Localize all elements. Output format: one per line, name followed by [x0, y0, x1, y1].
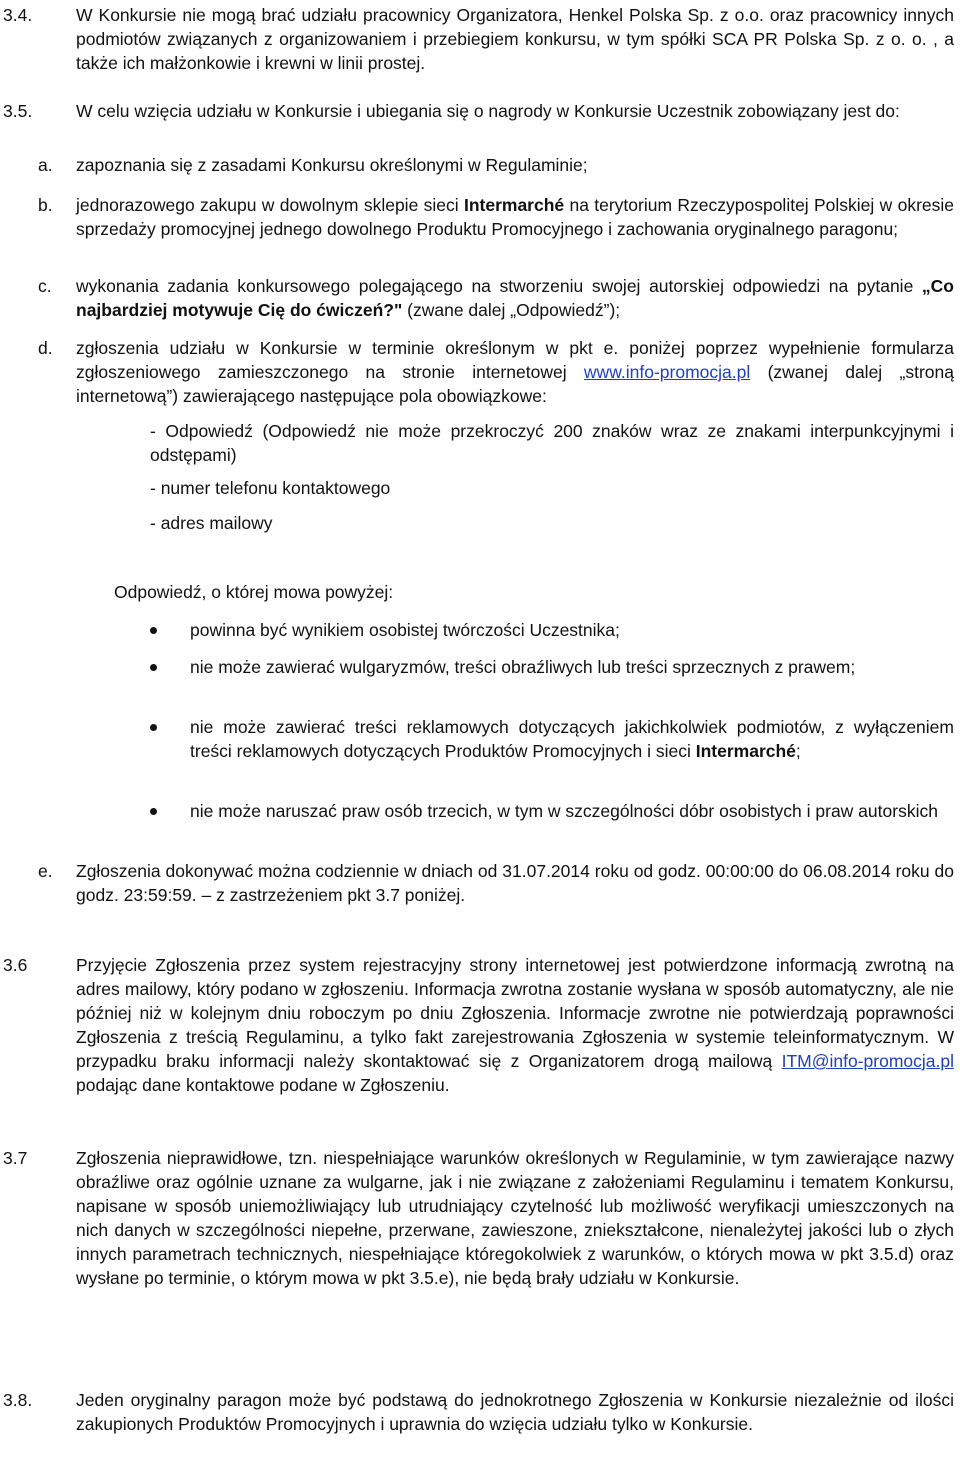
- item-text-end: (zwanej dalej „stroną internetową”) zawierającego następujące pola obowiązkowe:: [76, 362, 954, 406]
- item-text: [76, 193, 954, 241]
- section-text: W Konkursie nie mogą brać udziału pracownicy Organizatora, Henkel Polska Sp. z o.o. oraz pracownicy innych podmiotów związanych z organizowaniem i przebiegiem konkursu, w tym spółki SCA PR Polska Sp. z o. o. , a także ich małżonkowie i krewni w linii prostej.: [76, 5, 954, 73]
- bullet-text: [190, 715, 954, 763]
- item-text: Zgłoszenia dokonywać można codziennie w dniach od 31.07.2014 roku od godz. 00:00:00 do 06.08.2014 roku do godz. 23:59:59. – z zastrzeżeniem pkt 3.7 poniżej.: [76, 861, 954, 905]
- bullet-text-start: nie może zawierać treści reklamowych dotyczących jakichkolwiek podmiotów, z wyłączeniem treści reklamowych dotyczących Produktów Promocyjnych i sieci: [190, 717, 954, 761]
- section-text: Zgłoszenia nieprawidłowe, tzn. niespełniające warunków określonych w Regulaminie, w tym zawierające nazwy obraźliwe oraz ogólnie uznane za wulgarne, jak i nie związane z założeniami Regulaminu i tematem Konkursu, napisane w sposób uniemożliwiający lub utrudniający czytelność lub możliwość weryfikacji umieszczonych na nich danych w szczególności niepełne, przerwane, zawieszone, zniekształcone, nienależytej jakości lub o złych innych parametrach technicznych, niespełniające któregokolwiek z warunków, o których mowa w pkt 3.5.d) oraz wysłane po terminie, o którym mowa w pkt 3.5.e), nie będą brały udziału w Konkursie.: [76, 1148, 954, 1288]
- item-text: [76, 274, 954, 322]
- bullet-icon: [150, 724, 157, 731]
- item-text: zapoznania się z zasadami Konkursu określonymi w Regulaminie;: [76, 155, 588, 175]
- item-text: [76, 336, 954, 408]
- website-link[interactable]: www.info-promocja.pl: [583, 362, 751, 382]
- section-number: 3.6: [3, 955, 28, 975]
- item-text-end: na terytorium Rzeczypospolitej Polskiej w okresie sprzedaży promocyjnej jednego dowolnego Produktu Promocyjnego i zachowania oryginalnego paragonu;: [76, 195, 954, 239]
- field-phone: - numer telefonu kontaktowego: [150, 478, 391, 498]
- section-text: Jeden oryginalny paragon może być podstawą do jednokrotnego Zgłoszenia w Konkursie niezależnie od ilości zakupionych Produktów Promocyjnych i uprawnia do wzięcia udziału tylko w Konkursie.: [76, 1390, 954, 1434]
- item-text-end: (zwane dalej „Odpowiedź”);: [402, 300, 621, 320]
- section-text-end: podając dane kontaktowe podane w Zgłoszeniu.: [76, 1075, 450, 1095]
- section-text: [76, 953, 954, 1097]
- item-label: b.: [38, 195, 53, 215]
- brand-name: Intermarché: [463, 195, 565, 215]
- bullet-icon: [150, 627, 157, 634]
- bullet-text-end: ;: [795, 741, 801, 761]
- item-text-start: zgłoszenia udziału w Konkursie w terminie określonym w pkt e. poniżej poprzez wypełnienie formularza zgłoszeniowego zamieszczonego na stronie internetowej: [76, 338, 954, 382]
- section-number: 3.7: [3, 1148, 28, 1168]
- item-label: e.: [38, 861, 53, 881]
- item-label: c.: [38, 276, 52, 296]
- section-number: 3.4.: [3, 5, 33, 25]
- section-text-start: Przyjęcie Zgłoszenia przez system rejestracyjny strony internetowej jest potwierdzone informacją zwrotną na adres mailowy, który podano w zgłoszeniu. Informacja zwrotna zostanie wysłana w sposób automatyczny, ale nie później niż w kolejnym dniu roboczym po dniu Zgłoszenia. Informacje zwrotne nie potwierdzają poprawności Zgłoszenia z treścią Regulaminu, a tylko fakt zarejestrowania Zgłoszenia w systemie teleinformatycznym. W przypadku braku informacji należy skontaktować się z Organizatorem drogą mailową: [76, 955, 954, 1071]
- item-label: a.: [38, 155, 53, 175]
- field-email: - adres mailowy: [150, 513, 273, 533]
- field-answer: - Odpowiedź (Odpowiedź nie może przekroczyć 200 znaków wraz ze znakami interpunkcyjnymi i odstępami): [150, 421, 954, 465]
- item-text-start: jednorazowego zakupu w dowolnym sklepie sieci: [76, 195, 464, 215]
- bullet-text: nie może zawierać wulgaryzmów, treści obraźliwych lub treści sprzecznych z prawem;: [190, 657, 856, 677]
- contest-question: „Co najbardziej motywuje Cię do ćwiczeń?": [76, 276, 954, 320]
- section-text: W celu wzięcia udziału w Konkursie i ubiegania się o nagrody w Konkursie Uczestnik zobowiązany jest do:: [76, 101, 900, 121]
- bullet-text: nie może naruszać praw osób trzecich, w tym w szczególności dóbr osobistych i praw autorskich: [190, 801, 938, 821]
- section-number: 3.8.: [3, 1390, 33, 1410]
- bullet-icon: [150, 808, 157, 815]
- bullet-icon: [150, 664, 157, 671]
- brand-name: Intermarché: [695, 741, 796, 761]
- bullet-text: powinna być wynikiem osobistej twórczości Uczestnika;: [190, 620, 620, 640]
- item-label: d.: [38, 338, 53, 358]
- contact-email-link[interactable]: ITM@info-promocja.pl: [781, 1051, 954, 1071]
- item-text-start: wykonania zadania konkursowego polegającego na stworzeniu swojej autorskiej odpowiedzi na pytanie: [76, 276, 922, 296]
- section-number: 3.5.: [3, 101, 33, 121]
- answer-note: Odpowiedź, o której mowa powyżej:: [114, 582, 394, 602]
